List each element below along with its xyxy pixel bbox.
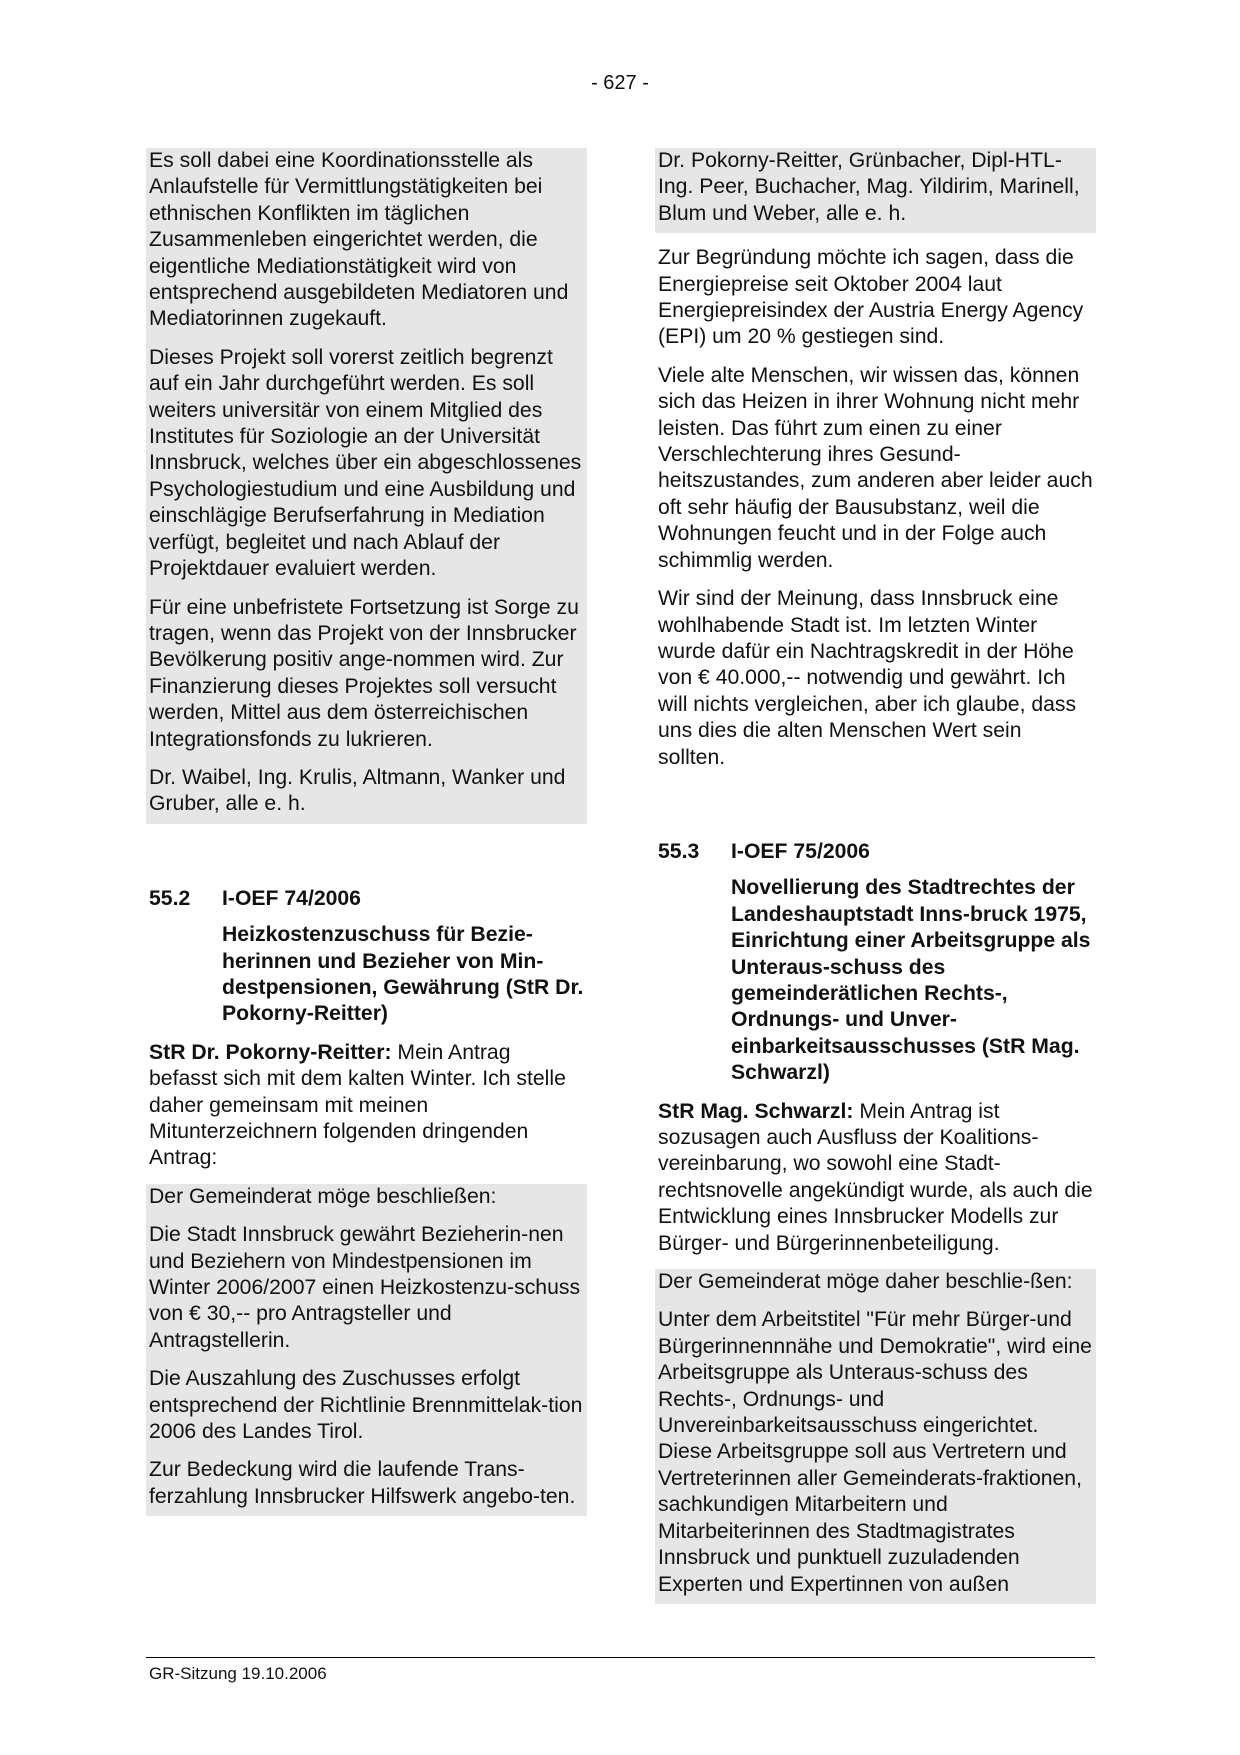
signatories-block — [655, 148, 1096, 233]
speaker-name: StR Mag. Schwarzl: — [658, 1099, 854, 1123]
signatories: Dr. Waibel, Ing. Krulis, Altmann, Wanker und Gruber, alle e. h. — [149, 765, 566, 816]
paragraph: Der Gemeinderat möge beschließen: — [149, 1184, 497, 1208]
section-title: Heizkostenzuschuss für Bezie-herinnen und Bezieher von Min-destpensionen, Gewährung (StR Dr. Pokorny-Reitter) — [222, 923, 584, 1026]
section-title: Novellierung des Stadtrechtes der Landeshauptstadt Inns-bruck 1975, Einrichtung einer Arbeitsgruppe als Unteraus-schuss des gemeinderätlichen Rechts-, Ordnungs- und Unver-einbarkeitsausschusses (StR Mag. Schwarzl) — [731, 876, 1091, 1085]
motion-block — [655, 1269, 1096, 1604]
paragraph: Dieses Projekt soll vorerst zeitlich begrenzt auf ein Jahr durchgeführt werden. Es soll weiters universitär von einem Mitglied des Institutes für Soziologie an der Universität Innsbruck, welches über ein abgeschlossenes Psychologiestudium und eine Ausbildung und einschlägige Berufserfahrung in Mediation verfügt, begleitet und nach Ablauf der Projektdauer evaluiert werden. — [149, 345, 582, 581]
section-heading — [655, 839, 1096, 865]
paragraph: Die Stadt Innsbruck gewährt Bezieherin-nen und Beziehern von Mindestpensionen im Winter 2006/2007 einen Heizkostenzu-schuss von € 30,-- pro Antragsteller und Antragstellerin. — [149, 1223, 581, 1352]
paragraph: Die Auszahlung des Zuschusses erfolgt entsprechend der Richtlinie Brennmittelak-tion 2006 des Landes Tirol. — [149, 1367, 583, 1444]
section-number: 55.2 — [149, 886, 191, 910]
page-number: - 627 - — [591, 72, 649, 94]
paragraph: Der Gemeinderat möge daher beschlie-ßen: — [658, 1270, 1073, 1294]
speaker-name: StR Dr. Pokorny-Reitter: — [149, 1040, 392, 1064]
motion-block — [146, 1184, 587, 1516]
section-heading — [146, 886, 587, 912]
motion-continued-block — [146, 148, 587, 824]
paragraph: Zur Begründung möchte ich sagen, dass die Energiepreise seit Oktober 2004 laut Energiepreisindex der Austria Energy Agency (EPI) um 20 % gestiegen sind. — [658, 246, 1084, 349]
paragraph: Für eine unbefristete Fortsetzung ist Sorge zu tragen, wenn das Projekt von der Innsbrucker Bevölkerung positiv ange-nommen wird. Zur Finanzierung dieses Projektes soll versucht werden, Mittel aus dem österreichischen Integrationsfonds zu lukrieren. — [149, 595, 579, 751]
paragraph: Es soll dabei eine Koordinationsstelle als Anlaufstelle für Vermittlungstätigkeiten bei ethnischen Konflikten im täglichen Zusammenleben eingerichtet werden, die eigentliche Mediationstätigkeit wird von entsprechend ausgebildeten Mediatoren und Mediatorinnen zugekauft. — [149, 149, 569, 331]
left-column — [146, 148, 587, 1516]
speech-text: Mein Antrag ist sozusagen auch Ausfluss der Koalitions-vereinbarung, wo sowohl eine Stadt-rechtsnovelle angekündigt wurde, als auch die Entwicklung eines Innsbrucker Modells zur Bürger- und Bürgerinnenbeteiligung. — [658, 1099, 1093, 1255]
section-code: I-OEF 74/2006 — [222, 886, 361, 910]
paragraph: Zur Bedeckung wird die laufende Trans-ferzahlung Innsbrucker Hilfswerk angebo-ten. — [149, 1458, 576, 1508]
speech — [655, 1099, 1096, 1257]
speech-text: Mein Antrag befasst sich mit dem kalten Winter. Ich stelle daher gemeinsam mit meinen Mitunterzeichnern folgenden dringenden Antrag: — [149, 1040, 566, 1170]
footer-divider — [146, 1657, 1095, 1658]
paragraph: Wir sind der Meinung, dass Innsbruck eine wohlhabende Stadt ist. Im letzten Winter wurde dafür ein Nachtragskredit in der Höhe von € 40.000,-- notwendig und gewährt. Ich will nichts vergleichen, aber ich glaube, dass uns dies die alten Menschen Wert sein sollten. — [658, 587, 1077, 769]
paragraph: Unter dem Arbeitstitel "Für mehr Bürger-und Bürgerinnennnähe und Demokratie", wird eine Arbeitsgruppe als Unteraus-schuss des Rechts-, Ordnungs- und Unvereinbarkeitsausschuss eingerichtet. Diese Arbeitsgruppe soll aus Vertretern und Vertreterinnen aller Gemeinderats-fraktionen, sachkundigen Mitarbeitern und Mitarbeiterinnen des Stadtmagistrates Innsbruck und punktuell zuzuladenden Experten und Expertinnen von außen — [658, 1308, 1092, 1596]
paragraph: Viele alte Menschen, wir wissen das, können sich das Heizen in ihrer Wohnung nicht mehr leisten. Das führt zum einen zu einer Verschlechterung ihres Gesund-heitszustandes, zum anderen aber leider auch oft sehr häufig der Bausubstanz, weil die Wohnungen feucht und in der Folge auch schimmlig werden. — [658, 363, 1093, 572]
section-number: 55.3 — [658, 839, 700, 863]
footer-session-date: GR-Sitzung 19.10.2006 — [149, 1664, 327, 1683]
section-code: I-OEF 75/2006 — [731, 839, 870, 863]
signatories: Dr. Pokorny-Reitter, Grünbacher, Dipl-HTL-Ing. Peer, Buchacher, Mag. Yildirim, Marinell, Blum und Weber, alle e. h. — [658, 149, 1080, 225]
speech — [146, 1040, 587, 1172]
right-column — [655, 148, 1096, 1604]
